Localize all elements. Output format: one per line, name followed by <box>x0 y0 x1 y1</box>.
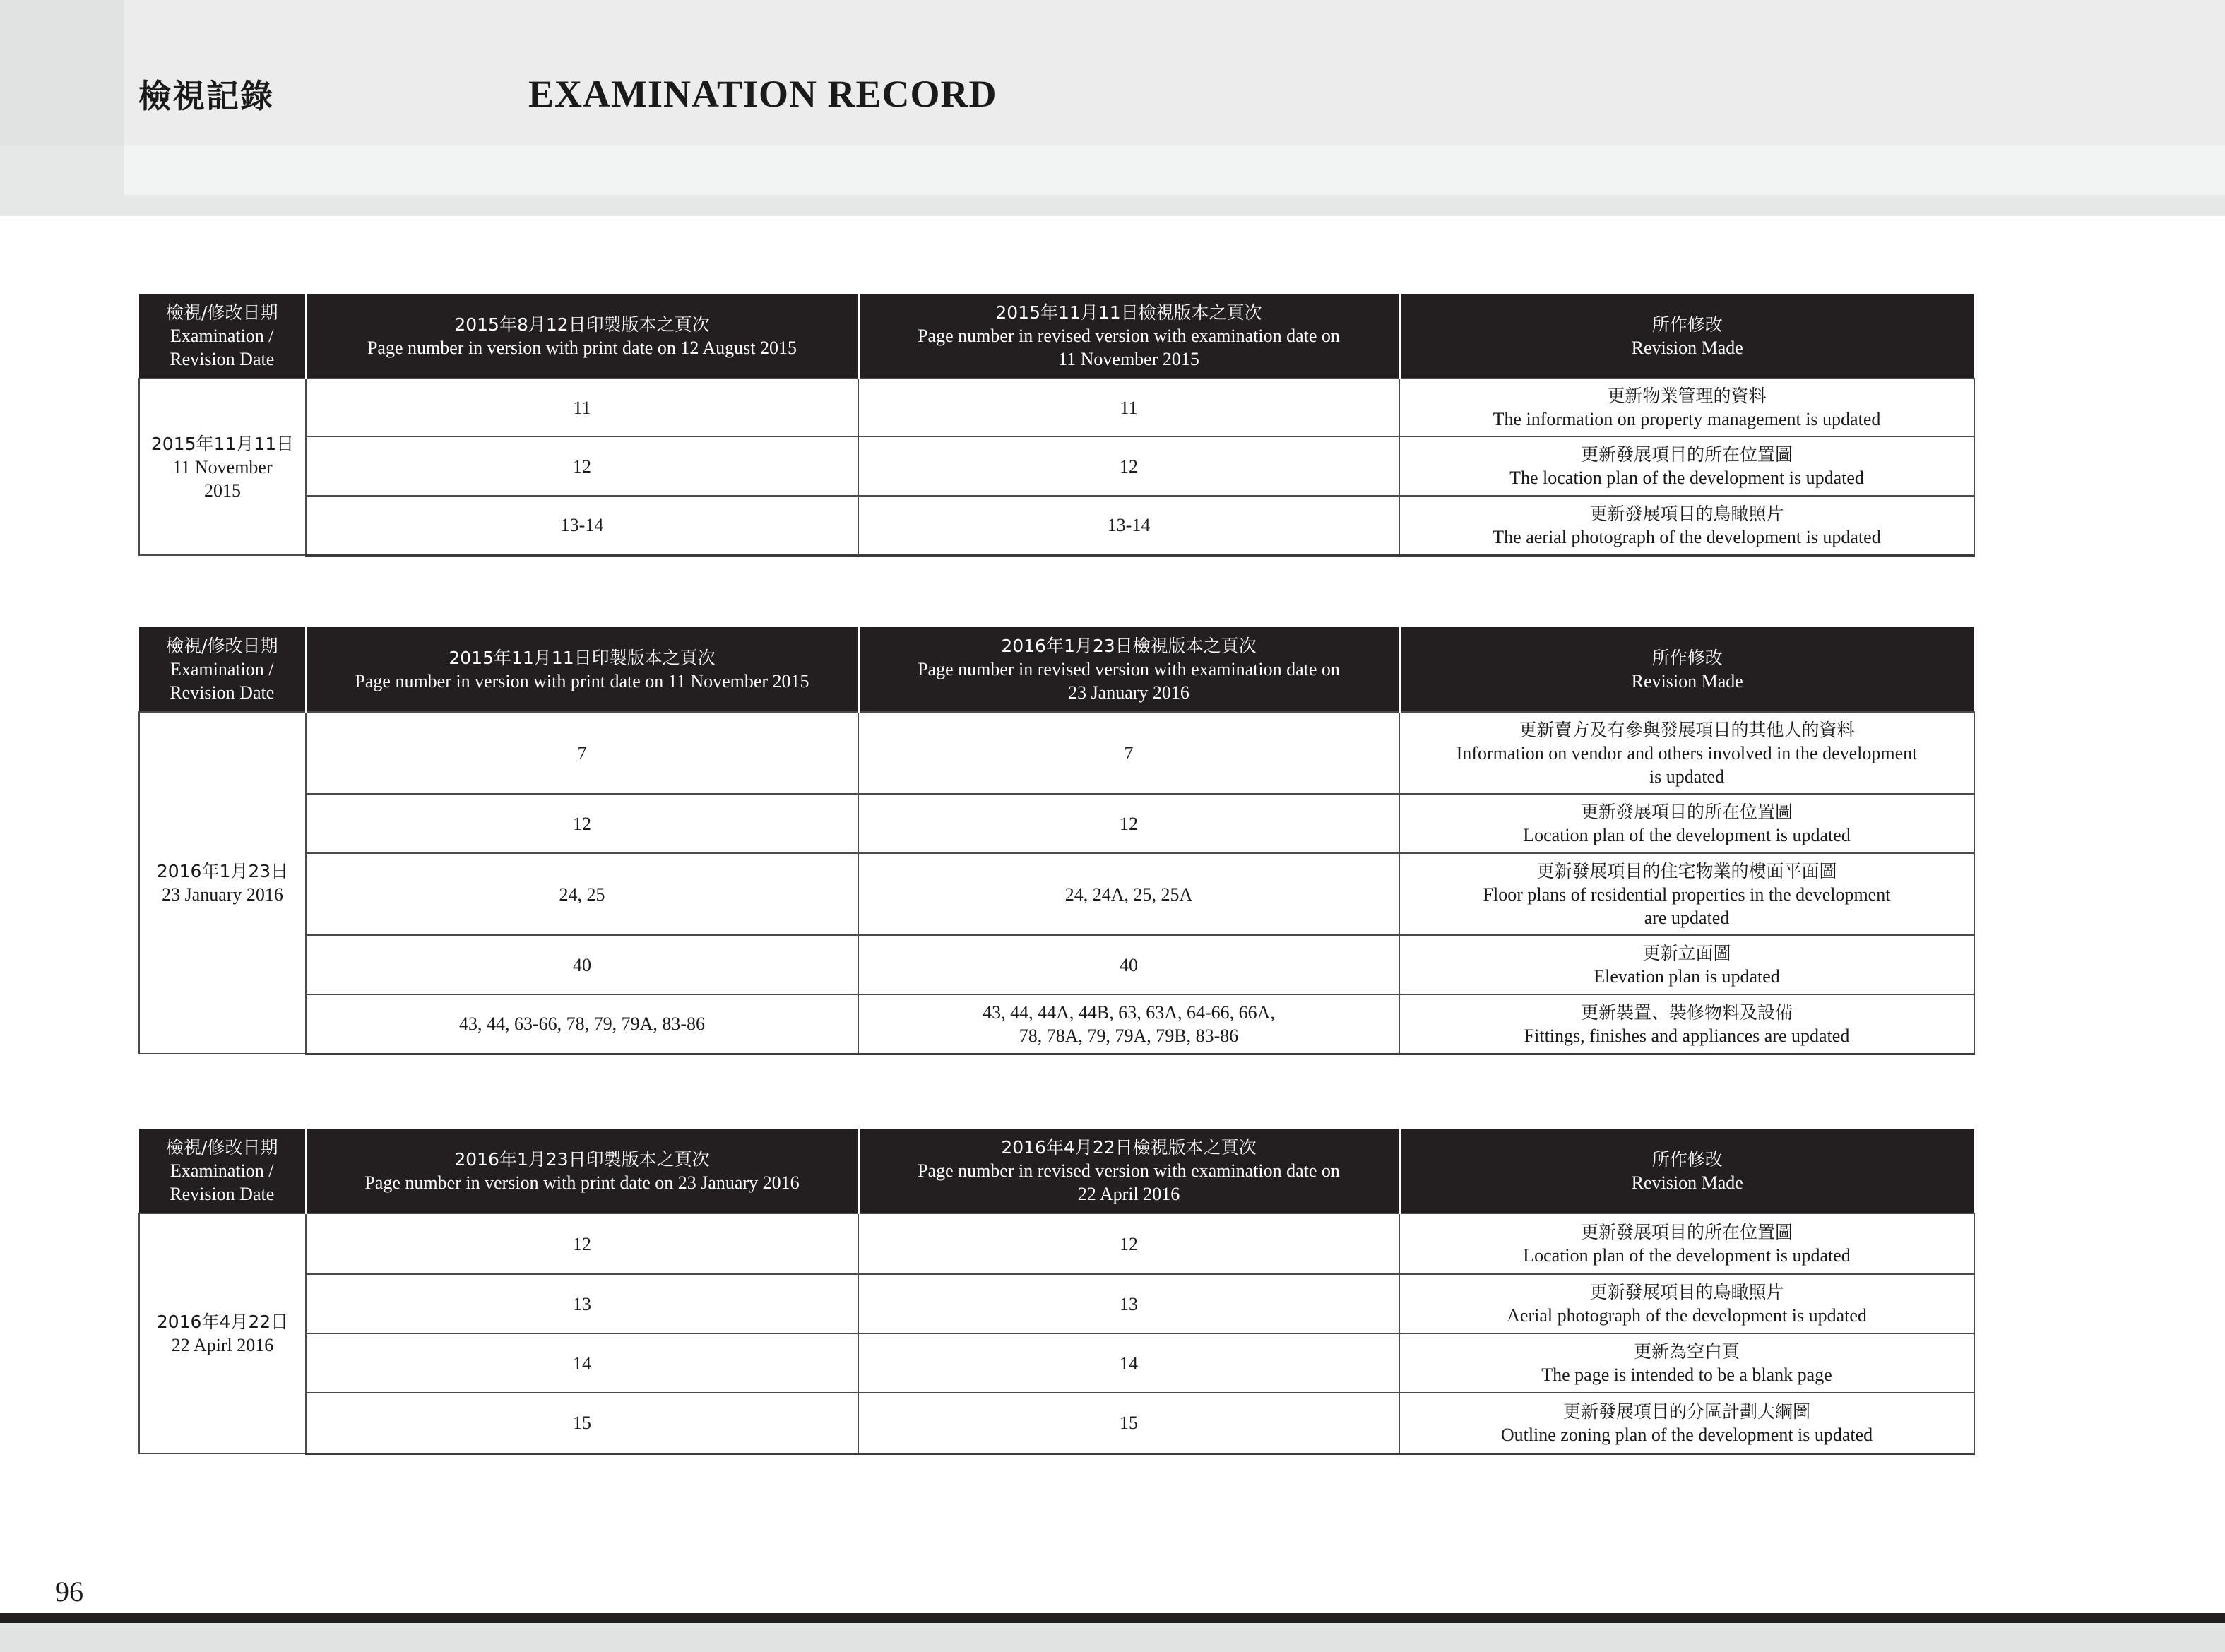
header-line: Revision Made <box>1631 670 1743 691</box>
old-page-cell: 12 <box>306 1213 858 1274</box>
header-underband <box>0 195 2225 216</box>
header-line: Revision Made <box>1631 337 1743 358</box>
revision-line: Location plan of the development is updated <box>1523 825 1851 845</box>
new-page-cell: 24, 24A, 25, 25A <box>858 853 1399 935</box>
revision-cell <box>1399 379 1974 436</box>
header-new-page <box>858 294 1399 379</box>
table-row <box>139 994 1974 1054</box>
revision-cell <box>1399 994 1974 1054</box>
revision-cell <box>1399 1333 1974 1393</box>
header-line: Revision Date <box>170 1184 275 1204</box>
date-line: 2016年1月23日 <box>156 861 289 881</box>
header-line: 2015年11月11日檢視版本之頁次 <box>995 302 1262 323</box>
new-page-cell: 11 <box>858 379 1399 436</box>
header-left-lower <box>0 145 124 195</box>
revision-cell <box>1399 935 1974 994</box>
header-line: Page number in revised version with examination date on <box>918 659 1340 679</box>
new-page-cell: 7 <box>858 712 1399 794</box>
revision-line: Outline zoning plan of the development is updated <box>1500 1424 1873 1445</box>
revision-cell <box>1399 1393 1974 1454</box>
revision-line: 更新發展項目的分區計劃大綱圖 <box>1562 1401 1810 1422</box>
header-date <box>139 294 306 379</box>
footer-rule <box>0 1613 2225 1623</box>
examination-table-3 <box>138 1129 1975 1455</box>
page-number: 96 <box>55 1576 83 1608</box>
header-line: 檢視/修改日期 <box>166 636 278 656</box>
date-line: 2015年11月11日 <box>150 433 295 454</box>
revision-cell <box>1399 1274 1974 1333</box>
date-line: 23 January 2016 <box>162 884 283 905</box>
footer-band <box>0 1623 2225 1652</box>
table-row <box>139 496 1974 555</box>
new-page-cell: 12 <box>858 436 1399 496</box>
revision-line: Fittings, finishes and appliances are updated <box>1524 1025 1850 1046</box>
header-line: Revision Date <box>170 349 275 369</box>
old-page-cell: 13 <box>306 1274 858 1333</box>
header-line: Revision Date <box>170 682 275 703</box>
header-line: Page number in revised version with examination date on <box>918 1160 1340 1181</box>
old-page-cell: 15 <box>306 1393 858 1454</box>
new-page-line: 43, 44, 44A, 44B, 63, 63A, 64-66, 66A, <box>983 1002 1275 1023</box>
header-line: Examination / <box>170 659 274 679</box>
table-row <box>139 853 1974 935</box>
revision-date-cell <box>139 379 306 555</box>
header-line: 所作修改 <box>1651 647 1723 668</box>
table-header-row <box>139 627 1974 712</box>
table-row <box>139 1393 1974 1454</box>
revision-line: 更新為空白頁 <box>1633 1341 1740 1362</box>
revision-line: 更新發展項目的住宅物業的樓面平面圖 <box>1536 860 1837 881</box>
revision-line: Information on vendor and others involved in the development <box>1456 742 1918 763</box>
header-line: 2016年4月22日檢視版本之頁次 <box>1001 1137 1257 1158</box>
header-line: Examination / <box>170 326 274 346</box>
revision-date-cell <box>139 712 306 1054</box>
table-row <box>139 712 1974 794</box>
table-row <box>139 794 1974 853</box>
header-lower-band <box>124 145 2225 195</box>
header-line: 23 January 2016 <box>1068 682 1189 703</box>
table-row <box>139 1213 1974 1274</box>
revision-cell <box>1399 1213 1974 1274</box>
revision-line: 更新發展項目的所在位置圖 <box>1580 1222 1793 1242</box>
revision-cell <box>1399 436 1974 496</box>
revision-line: Floor plans of residential properties in the development <box>1483 884 1891 905</box>
revision-line: Elevation plan is updated <box>1594 966 1780 987</box>
header-new-page <box>858 627 1399 712</box>
table-row <box>139 436 1974 496</box>
header-line: 11 November 2015 <box>1058 349 1199 369</box>
new-page-line: 78, 78A, 79, 79A, 79B, 83-86 <box>1019 1025 1239 1046</box>
revision-line: The aerial photograph of the development is updated <box>1493 526 1881 547</box>
header-band <box>124 0 2225 145</box>
new-page-cell <box>858 994 1399 1054</box>
revision-line: Location plan of the development is updated <box>1523 1245 1851 1266</box>
header-line: 22 April 2016 <box>1077 1184 1180 1204</box>
header-line: 所作修改 <box>1651 314 1723 335</box>
header-revision <box>1399 1129 1974 1213</box>
header-line: 2015年11月11日印製版本之頁次 <box>449 647 716 668</box>
new-page-cell: 12 <box>858 1213 1399 1274</box>
new-page-cell: 12 <box>858 794 1399 853</box>
date-line: 11 November <box>172 456 273 477</box>
revision-line: are updated <box>1644 907 1730 928</box>
date-line: 2016年4月22日 <box>156 1312 289 1332</box>
page-title-zh: 檢視記錄 <box>138 77 274 115</box>
revision-line: Aerial photograph of the development is updated <box>1507 1305 1867 1326</box>
new-page-cell: 14 <box>858 1333 1399 1393</box>
revision-line: The location plan of the development is updated <box>1509 468 1864 488</box>
revision-line: The page is intended to be a blank page <box>1541 1365 1832 1385</box>
revision-line: 更新發展項目的鳥瞰照片 <box>1589 1282 1784 1302</box>
header-date <box>139 1129 306 1213</box>
table-row <box>139 379 1974 436</box>
revision-cell <box>1399 496 1974 555</box>
header-line: Revision Made <box>1631 1172 1743 1193</box>
old-page-cell: 12 <box>306 794 858 853</box>
table-row <box>139 1274 1974 1333</box>
revision-line: 更新裝置、裝修物料及設備 <box>1580 1002 1793 1023</box>
new-page-cell: 15 <box>858 1393 1399 1454</box>
header-line: Page number in version with print date on 11 November 2015 <box>355 670 809 691</box>
old-page-cell: 14 <box>306 1333 858 1393</box>
header-revision <box>1399 627 1974 712</box>
header-line: 2016年1月23日檢視版本之頁次 <box>1001 636 1257 656</box>
header-line: 2015年8月12日印製版本之頁次 <box>454 314 710 335</box>
header-old-page <box>306 294 858 379</box>
examination-table-1 <box>138 294 1975 557</box>
table-header-row <box>139 1129 1974 1213</box>
revision-line: 更新立面圖 <box>1642 943 1731 963</box>
revision-cell <box>1399 712 1974 794</box>
table-row <box>139 935 1974 994</box>
header-line: 2016年1月23日印製版本之頁次 <box>454 1148 710 1170</box>
new-page-cell: 13-14 <box>858 496 1399 555</box>
old-page-cell: 43, 44, 63-66, 78, 79, 79A, 83-86 <box>306 994 858 1054</box>
header-line: 檢視/修改日期 <box>166 1137 278 1158</box>
old-page-cell: 40 <box>306 935 858 994</box>
header-line: 檢視/修改日期 <box>166 302 278 323</box>
new-page-cell: 40 <box>858 935 1399 994</box>
header-date <box>139 627 306 712</box>
revision-line: 更新發展項目的所在位置圖 <box>1580 444 1793 465</box>
header-revision <box>1399 294 1974 379</box>
date-line: 2015 <box>204 480 241 501</box>
revision-date-cell <box>139 1213 306 1454</box>
header-line: Page number in version with print date on 23 January 2016 <box>364 1172 800 1193</box>
page-title-en: EXAMINATION RECORD <box>528 73 997 115</box>
examination-table-2 <box>138 627 1975 1055</box>
table-header-row <box>139 294 1974 379</box>
revision-line: 更新物業管理的資料 <box>1607 386 1767 406</box>
header-line: Page number in version with print date on 12 August 2015 <box>367 337 797 358</box>
header-line: 所作修改 <box>1651 1148 1723 1170</box>
date-line: 22 Apirl 2016 <box>171 1335 274 1355</box>
revision-line: The information on property management is updated <box>1493 409 1881 429</box>
table-row <box>139 1333 1974 1393</box>
old-page-cell: 7 <box>306 712 858 794</box>
revision-cell <box>1399 853 1974 935</box>
old-page-cell: 24, 25 <box>306 853 858 935</box>
old-page-cell: 11 <box>306 379 858 436</box>
header-left-block <box>0 0 124 145</box>
revision-cell <box>1399 794 1974 853</box>
header-line: Page number in revised version with examination date on <box>918 326 1340 346</box>
revision-line: is updated <box>1649 766 1725 787</box>
revision-line: 更新發展項目的鳥瞰照片 <box>1589 503 1784 524</box>
header-new-page <box>858 1129 1399 1213</box>
old-page-cell: 12 <box>306 436 858 496</box>
new-page-cell: 13 <box>858 1274 1399 1333</box>
revision-line: 更新發展項目的所在位置圖 <box>1580 802 1793 822</box>
revision-line: 更新賣方及有參與發展項目的其他人的資料 <box>1519 719 1855 740</box>
header-old-page <box>306 1129 858 1213</box>
header-line: Examination / <box>170 1160 274 1181</box>
old-page-cell: 13-14 <box>306 496 858 555</box>
header-old-page <box>306 627 858 712</box>
